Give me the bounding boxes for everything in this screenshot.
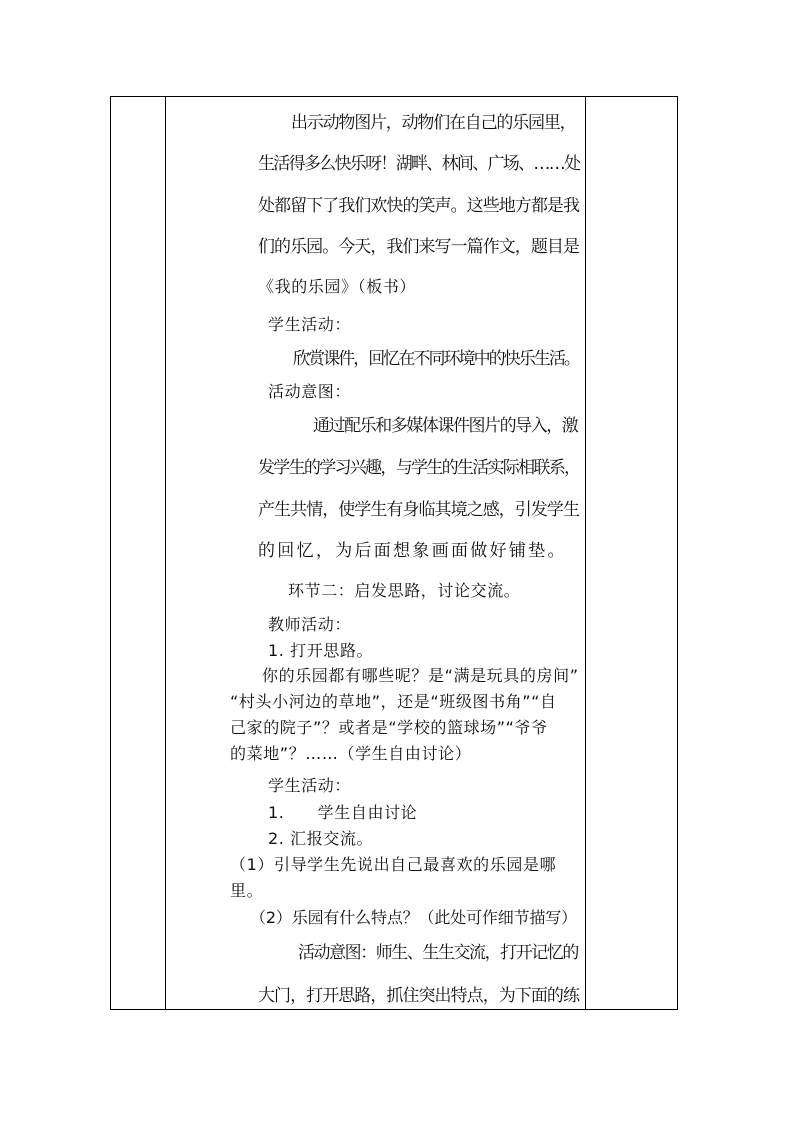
- lesson-plan-table: [110, 96, 678, 1010]
- text-line: 你的乐园都有哪些呢？是“满是玩具的房间”: [262, 666, 579, 685]
- text-line: 欣赏课件，回忆在不同环境中的快乐生活。: [293, 349, 579, 369]
- list-item: 2. 汇报交流。: [268, 829, 374, 848]
- section-heading: 环节二：启发思路，讨论交流。: [288, 581, 521, 600]
- text-line: 的菜地”？……（学生自由讨论）: [230, 744, 472, 763]
- text-line: 发学生的学习兴趣，与学生的生活实际相联系，: [258, 458, 580, 478]
- list-item: 1. 学生自由讨论: [268, 803, 418, 822]
- section-label: 活动意图：: [268, 382, 352, 401]
- list-item: 1. 打开思路。: [268, 641, 374, 660]
- lesson-content-cell: [166, 97, 585, 1009]
- text-line: “村头小河边的草地”，还是“班级图书角”“自: [230, 692, 557, 711]
- text-line: 里。: [230, 881, 264, 900]
- text-line: 己家的院子”？或者是“学校的篮球场”“爷爷: [230, 718, 548, 737]
- text-line: 《我的乐园》（板书）: [258, 277, 417, 296]
- text-line: 生活得多么快乐呀！湖畔、林间、广场、……处: [258, 154, 580, 174]
- left-column-cell: [111, 97, 165, 1009]
- text-line: 的回忆，为后面想象画面做好铺垫。: [258, 541, 567, 561]
- text-line: （2）乐园有什么特点？（此处可作细节描写）: [250, 908, 578, 927]
- text-line: 大门，打开思路，抓住突出特点，为下面的练: [258, 986, 579, 1006]
- right-column-cell: [586, 97, 677, 1009]
- section-label: 学生活动：: [268, 315, 352, 334]
- text-line: 活动意图：师生、生生交流，打开记忆的: [298, 943, 578, 963]
- text-line: 通过配乐和多媒体课件图片的导入，激: [313, 416, 578, 436]
- text-line: 产生共情，使学生有身临其境之感，引发学生: [258, 500, 579, 520]
- section-label: 教师活动：: [268, 615, 352, 634]
- text-line: 出示动物图片，动物们在自己的乐园里，: [291, 113, 576, 133]
- text-line: 处都留下了我们欢快的笑声。这些地方都是我: [258, 196, 579, 216]
- text-line: 们的乐园。今天，我们来写一篇作文，题目是: [258, 237, 579, 257]
- section-label: 学生活动：: [268, 776, 352, 795]
- text-line: （1）引导学生先说出自己最喜欢的乐园是哪: [230, 855, 557, 874]
